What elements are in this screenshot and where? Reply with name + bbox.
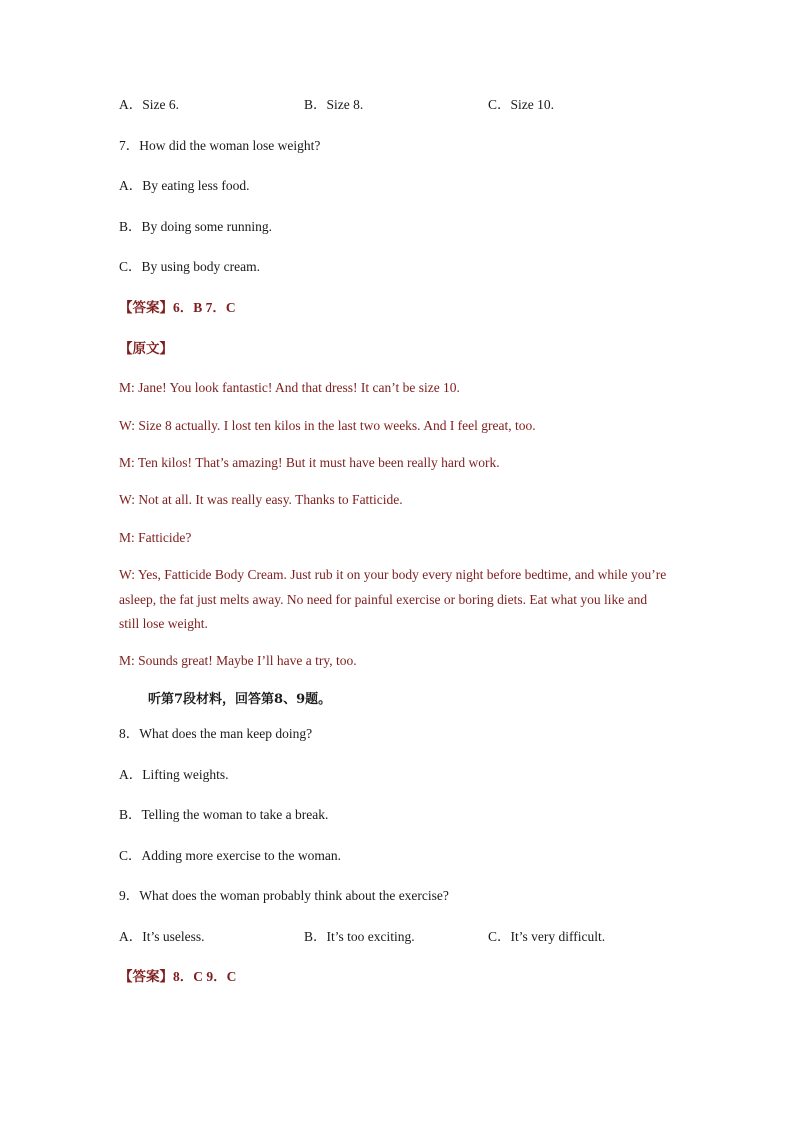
transcript-line: W: Size 8 actually. I lost ten kilos in the last two weeks. And I feel great, too. [119,418,536,433]
answer-6-7: 【答案】6．B 7．C [119,300,236,315]
q6-option-b: B．Size 8. [304,97,364,112]
answer-8-9: 【答案】8．C 9．C [119,969,237,984]
section-instruction: 听第7段材料，回答第8、9题。 [148,692,332,707]
q7-question: 7．How did the woman lose weight? [119,138,321,153]
q9-option-c: C．It’s very difficult. [488,929,606,944]
transcript-line: M: Fatticide? [119,530,192,545]
q7-option-a: A．By eating less food. [119,178,250,193]
transcript-line: M: Sounds great! Maybe I’ll have a try, too. [119,653,357,668]
transcript-line: M: Ten kilos! That’s amazing! But it must have been really hard work. [119,455,500,470]
q8-question: 8．What does the man keep doing? [119,726,313,741]
q6-option-a: A．Size 6. [119,97,179,112]
q8-option-a: A．Lifting weights. [119,767,229,782]
transcript-line: W: Not at all. It was really easy. Thanks to Fatticide. [119,492,403,507]
transcript-paragraph: W: Yes, Fatticide Body Cream. Just rub it on your body every night before bedtime, and while you’re asleep, the fat just melts away. No need for painful exercise or boring diets. Eat what you like and still lose weight. [119,567,667,631]
q7-option-c: C．By using body cream. [119,259,260,274]
q6-option-c: C．Size 10. [488,97,554,112]
q8-option-c: C．Adding more exercise to the woman. [119,848,341,863]
q9-option-b: B．It’s too exciting. [304,929,415,944]
q9-question: 9．What does the woman probably think about the exercise? [119,888,449,903]
q8-option-b: B．Telling the woman to take a break. [119,807,329,822]
q7-option-b: B．By doing some running. [119,219,273,234]
q9-option-a: A．It’s useless. [119,929,205,944]
q6-options-row [0,96,794,114]
q9-options-row [0,928,794,946]
transcript-line: M: Jane! You look fantastic! And that dress! It can’t be size 10. [119,380,460,395]
transcript-heading: 【原文】 [119,341,173,356]
